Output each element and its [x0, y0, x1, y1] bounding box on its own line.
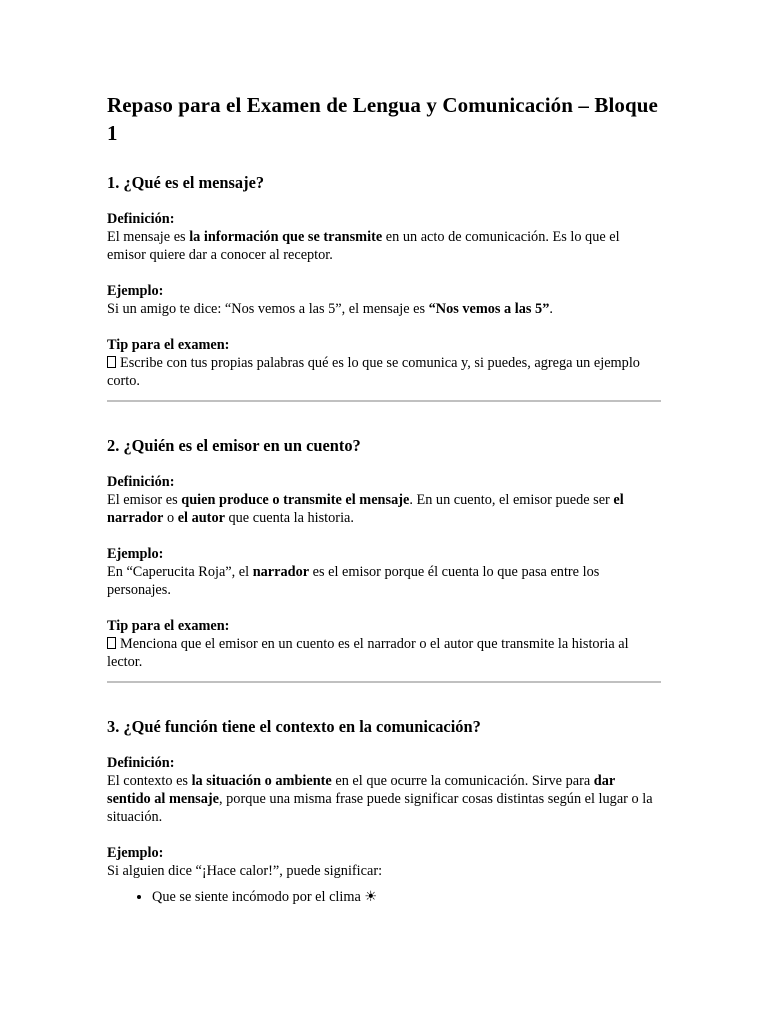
example-label: Ejemplo: — [107, 546, 164, 562]
section-mensaje — [107, 173, 661, 390]
example-label: Ejemplo: — [107, 283, 164, 299]
tip-text: Menciona que el emisor en un cuento es el narrador o el autor que transmite la historia al lector. — [107, 636, 629, 670]
missing-glyph-icon — [107, 356, 116, 368]
section-divider — [107, 400, 661, 402]
section-contexto — [107, 717, 661, 906]
definition-text: El mensaje es la información que se transmite en un acto de comunicación. Es lo que el emisor quiere dar a conocer al receptor. — [107, 229, 620, 263]
definition-label: Definición: — [107, 474, 175, 490]
section-emisor — [107, 436, 661, 671]
definition-label: Definición: — [107, 755, 175, 771]
definition-text: El contexto es la situación o ambiente en el que ocurre la comunicación. Sirve para dar sentido al mensaje, porque una misma frase puede significar cosas distintas según el lugar o la situación. — [107, 773, 653, 825]
definition-label: Definición: — [107, 211, 175, 227]
example-label: Ejemplo: — [107, 845, 164, 861]
section-divider — [107, 681, 661, 683]
tip-label: Tip para el examen: — [107, 618, 230, 634]
missing-glyph-icon — [107, 637, 116, 649]
example-text: Si un amigo te dice: “Nos vemos a las 5”, el mensaje es “Nos vemos a las 5”. — [107, 301, 553, 317]
section-heading: 2. ¿Quién es el emisor en un cuento? — [107, 436, 361, 455]
tip-text: Escribe con tus propias palabras qué es lo que se comunica y, si puedes, agrega un ejemplo corto. — [107, 355, 640, 389]
list-item: • Que se siente incómodo por el clima ☀ — [152, 888, 661, 906]
bullet-list — [107, 888, 661, 906]
document-body — [107, 91, 661, 906]
section-heading: 1. ¿Qué es el mensaje? — [107, 173, 265, 192]
document-title: Repaso para el Examen de Lengua y Comunicación – Bloque 1 — [107, 93, 658, 145]
section-heading: 3. ¿Qué función tiene el contexto en la comunicación? — [107, 717, 481, 736]
example-text: Si alguien dice “¡Hace calor!”, puede significar: — [107, 863, 383, 879]
example-text: En “Caperucita Roja”, el narrador es el emisor porque él cuenta lo que pasa entre los personajes. — [107, 564, 600, 598]
definition-text: El emisor es quien produce o transmite el mensaje. En un cuento, el emisor puede ser el narrador o el autor que cuenta la historia. — [107, 492, 624, 526]
tip-label: Tip para el examen: — [107, 337, 230, 353]
